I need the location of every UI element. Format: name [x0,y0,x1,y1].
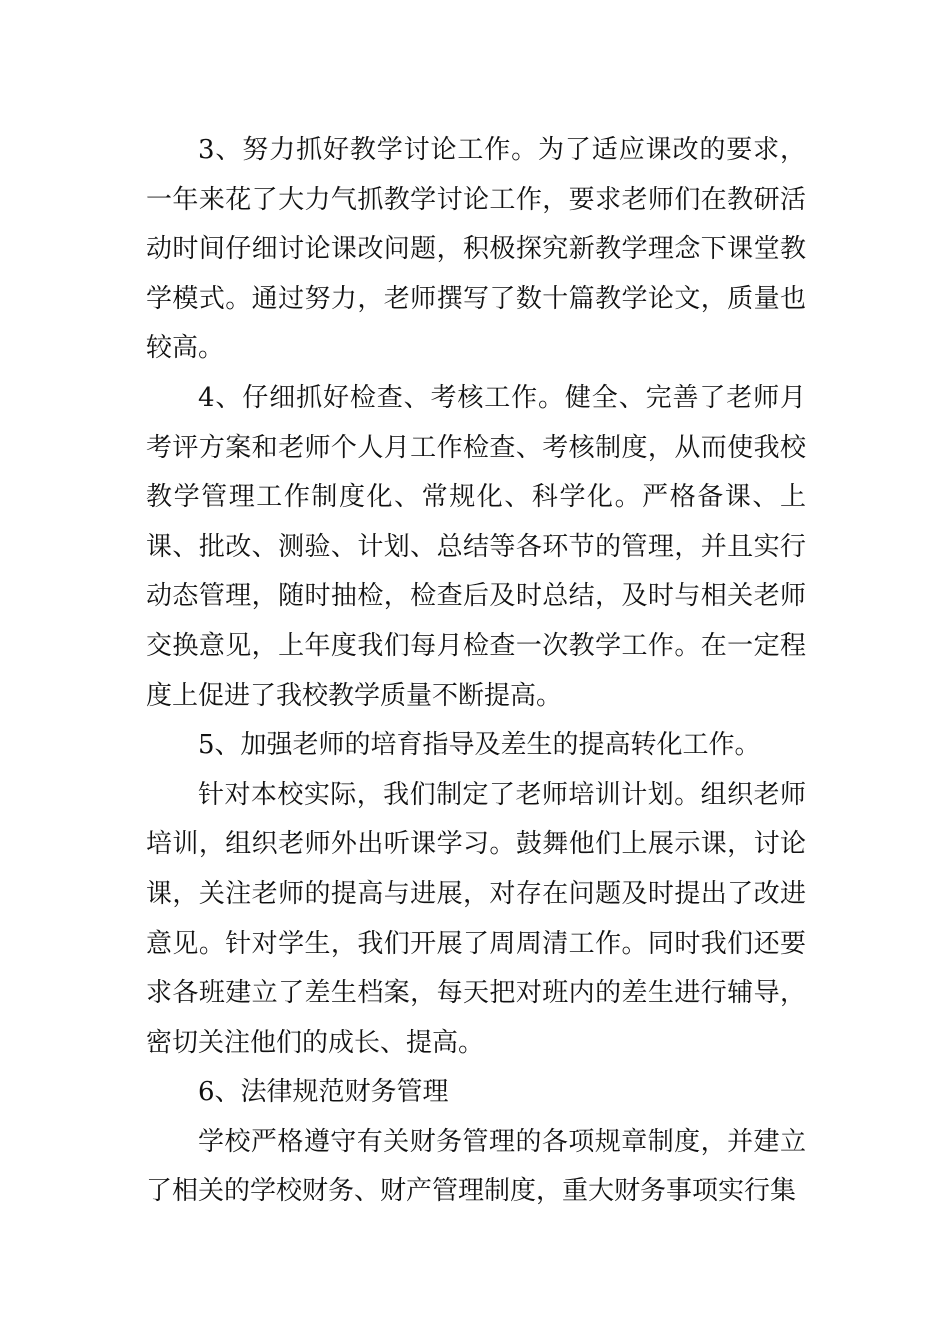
paragraph-teaching-discussion: 3、努力抓好教学讨论工作。为了适应课改的要求，一年来花了大力气抓教学讨论工作，要求老师们在教研活动时间仔细讨论课改问题，积极探究新教学理念下课堂教学模式。通过努力，老师撰写了数十篇教学论文，质量也较高。 [146,135,806,364]
paragraph-finance-body: 学校严格遵守有关财务管理的各项规章制度，并建立了相关的学校财务、财产管理制度，重大财务事项实行集 [146,1126,806,1207]
paragraph-finance-heading: 6、法律规范财务管理 [198,1077,449,1108]
paragraph-inspection-assessment: 4、仔细抓好检查、考核工作。健全、完善了老师月考评方案和老师个人月工作检查、考核制度，从而使我校教学管理工作制度化、常规化、科学化。严格备课、上课、批改、测验、计划、总结等各环节的管理，并且实行动态管理，随时抽检，检查后及时总结，及时与相关老师交换意见，上年度我们每月检查一次教学工作。在一定程度上促进了我校教学质量不断提高。 [146,382,806,711]
paragraph-teacher-training-heading: 5、加强老师的培育指导及差生的提高转化工作。 [198,730,761,761]
document-body [146,126,806,1217]
paragraph-teacher-training-body: 针对本校实际，我们制定了老师培训计划。组织老师培训，组织老师外出听课学习。鼓舞他们上展示课，讨论课，关注老师的提高与进展，对存在问题及时提出了改进意见。针对学生，我们开展了周周清工作。同时我们还要求各班建立了差生档案，每天把对班内的差生进行辅导，密切关注他们的成长、提高。 [146,779,806,1058]
